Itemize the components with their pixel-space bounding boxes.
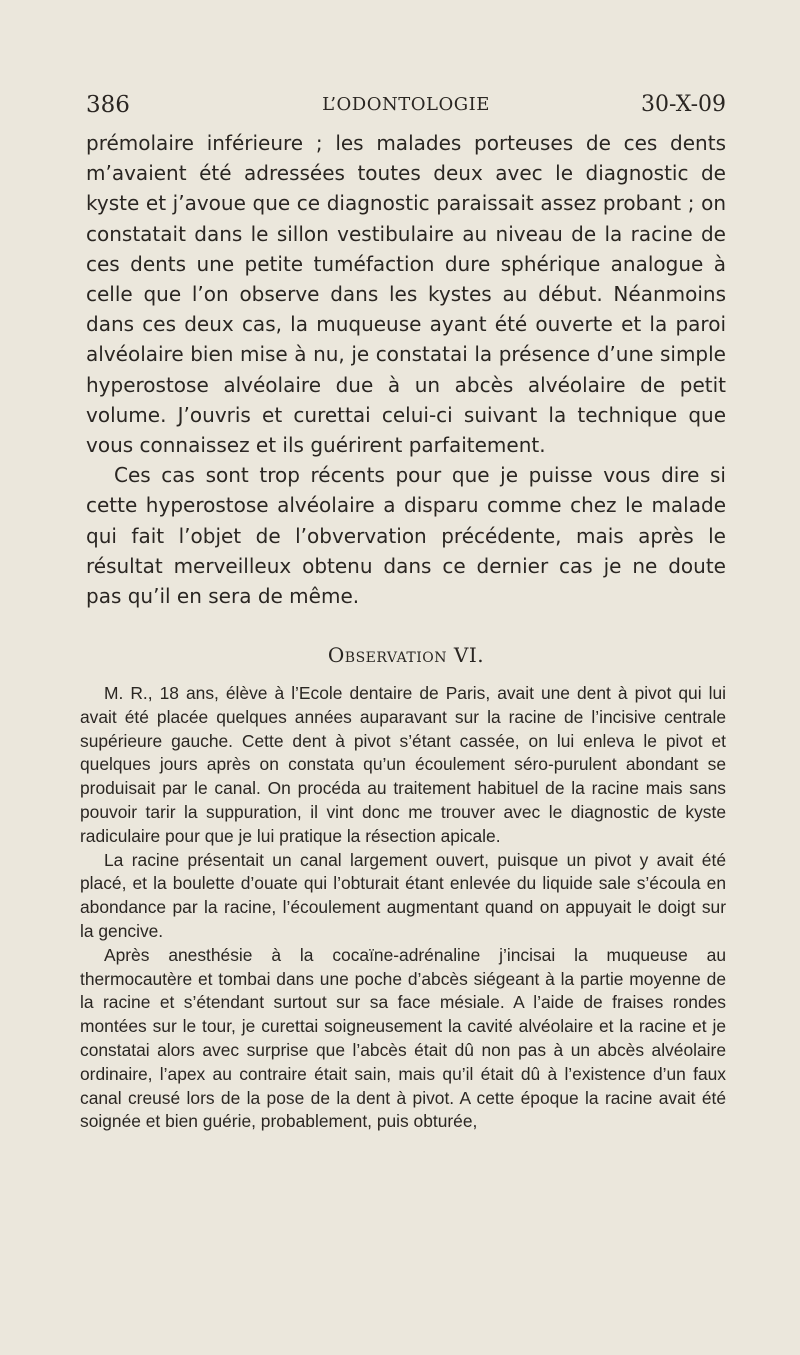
page-header xyxy=(86,92,726,122)
page-number: 386 xyxy=(86,92,130,118)
observation-paragraph-3: Après anesthésie à la cocaïne-adrénaline j’incisai la muqueuse au thermocautère et tombai dans une poche d’abcès siégeant à la partie moyenne de la racine et s’étendant surtout sur sa face mésiale. A l’aide de fraises rondes montées sur le tour, je curettai soigneusement la cavité alvéolaire et la racine et je constatai alors avec surprise que l’abcès était dû non pas à un abcès alvéolaire ordinaire, l’apex au contraire était sain, mais qu’il était dû à l’existence d’un faux canal creusé lors de la pose de la dent à pivot. A cette époque la racine avait été soignée et bien guérie, probablement, puis obturée, xyxy=(80,944,726,1132)
observation-text xyxy=(80,682,726,1134)
observation-paragraph-1: M. R., 18 ans, élève à l’Ecole dentaire de Paris, avait une dent à pivot qui lui avait été placée quelques années auparavant sur la racine de l’incisive centrale supérieure gauche. Cette dent à pivot s’étant cassée, on lui enleva le pivot et quelques jours après on constata qu’un écoulement séro-purulent abondant se produisait par le canal. On procéda au traitement habituel de la racine mais sans pouvoir tarir la suppuration, il vint donc me trouver avec le diagnostic de kyste radiculaire pour que je lui pratique la résection apicale. xyxy=(80,683,726,846)
issue-date: 30-X-09 xyxy=(641,92,726,117)
running-title: L’ODONTOLOGIE xyxy=(322,94,490,115)
main-text xyxy=(86,128,726,611)
observation-paragraph-2: La racine présentait un canal largement ouvert, puisque un pivot y avait été placé, et la boulette d’ouate qui l’obturait étant enlevée du liquide sale s’écoula en abondance par la racine, l’écoulement augmentant quand on appuyait le doigt sur la gencive. xyxy=(80,849,726,941)
observation-heading: Observation VI. xyxy=(327,643,485,667)
body-paragraph-2: Ces cas sont trop récents pour que je puisse vous dire si cette hyperostose alvéolaire a disparu comme chez le malade qui fait l’objet de l’obvervation précédente, mais après le résultat merveilleux obtenu dans ce dernier cas je ne doute pas qu’il en sera de même. xyxy=(86,463,726,609)
body-paragraph-1: prémolaire inférieure ; les malades porteuses de ces dents m’avaient été adressées toutes deux avec le diagnostic de kyste et j’avoue que ce diagnostic paraissait assez probant ; on constatait dans le sillon vestibulaire au niveau de la racine de ces dents une petite tuméfaction dure sphérique analogue à celle que l’on observe dans les kystes au début. Néanmoins dans ces deux cas, la muqueuse ayant été ouverte et la paroi alvéolaire bien mise à nu, je constatai la présence d’une simple hyperostose alvéolaire due à un abcès alvéolaire de petit volume. J’ouvris et curettai celui-ci suivant la technique que vous connaissez et ils guérirent parfaitement. xyxy=(86,131,726,458)
